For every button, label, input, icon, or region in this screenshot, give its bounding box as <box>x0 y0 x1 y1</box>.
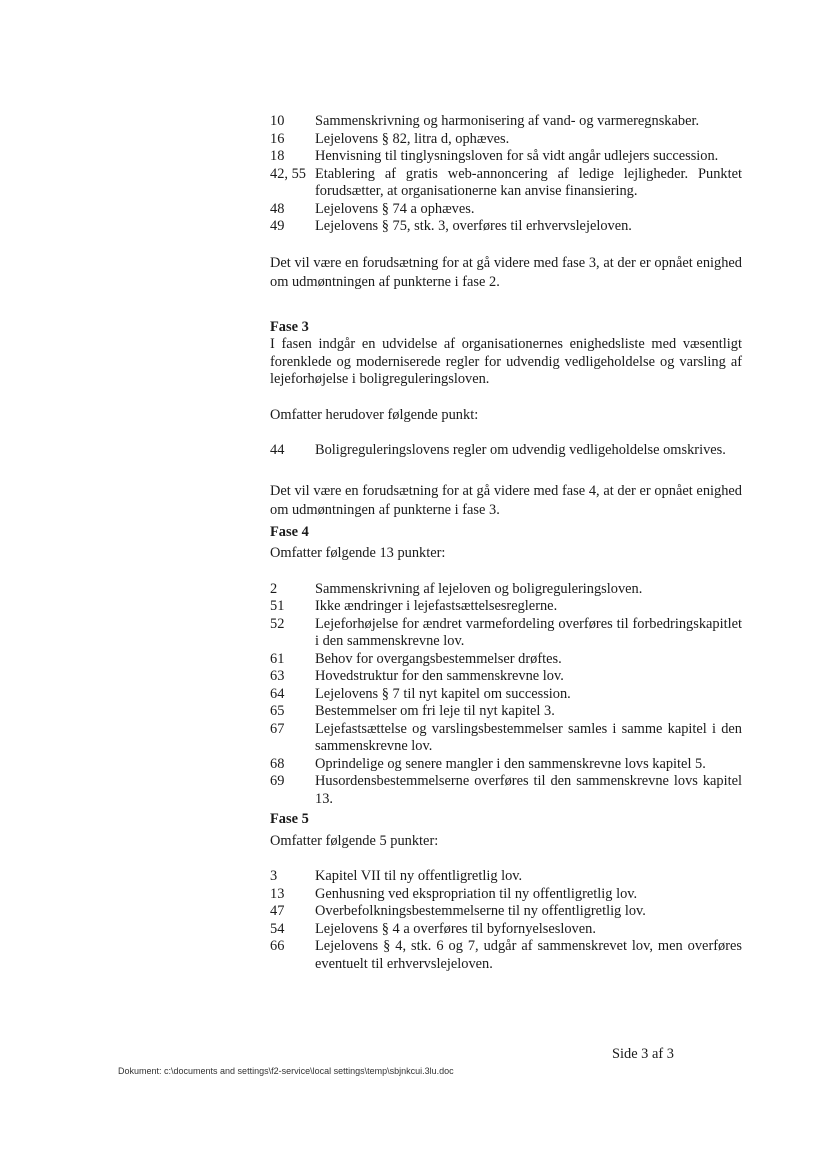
item-text: Lejelovens § 4, stk. 6 og 7, udgår af sammenskrevet lov, men overføres eventuelt til erhvervslejeloven. <box>315 938 742 972</box>
page-number: Side 3 af 3 <box>612 1046 674 1062</box>
item-text: Etablering af gratis web-annoncering af ledige lejligheder. Punktet forudsætter, at organisationerne kan anvise finansiering. <box>315 165 742 199</box>
item-number: 18 <box>270 148 285 164</box>
item-text: Behov for overgangsbestemmelser drøftes. <box>315 650 562 667</box>
item-number: 48 <box>270 200 285 217</box>
fase5-heading: Fase 5 <box>270 811 309 827</box>
item-text: Kapitel VII til ny offentligretlig lov. <box>315 868 523 884</box>
list-item <box>270 218 742 236</box>
item-text: Hovedstruktur for den sammenskrevne lov. <box>315 668 564 684</box>
fase3-intro: I fasen indgår en udvidelse af organisationernes enighedsliste med væsentligt forenklede og moderniserede regler for udvendig vedligeholdelse og varsling af lejeforhøjelse i boligreguleringsloven. <box>270 336 742 387</box>
list-fase2-items <box>270 113 742 236</box>
list-item <box>270 616 742 651</box>
item-text: Lejelovens § 7 til nyt kapitel om succession. <box>315 685 571 702</box>
item-text: Lejelovens § 75, stk. 3, overføres til erhvervslejeloven. <box>315 218 632 234</box>
document-path: Dokument: c:\documents and settings\f2-service\local settings\temp\sbjnkcui.3lu.doc <box>118 1066 454 1076</box>
condition-fase3-paragraph: Det vil være en forudsætning for at gå videre med fase 3, at der er opnået enighed om udmøntningen af punkterne i fase 2. <box>270 254 742 290</box>
item-text: Sammenskrivning af lejeloven og boligreguleringsloven. <box>315 580 643 597</box>
item-text: Bestemmelser om fri leje til nyt kapitel 3. <box>315 703 555 719</box>
item-number: 2 <box>270 580 278 597</box>
item-number: 65 <box>270 703 285 719</box>
item-number: 44 <box>270 442 285 458</box>
list-item <box>270 581 742 599</box>
item-text: Ikke ændringer i lejefastsættelsesreglerne. <box>315 598 558 614</box>
item-text: Lejelovens § 4 a overføres til byfornyelsesloven. <box>315 920 596 937</box>
item-text: Lejelovens § 82, litra d, ophæves. <box>315 130 510 147</box>
item-text: Boligreguleringslovens regler om udvendig vedligeholdelse omskrives. <box>315 442 726 458</box>
page-body <box>270 113 742 973</box>
item-text: Overbefolkningsbestemmelserne til ny offentligretlig lov. <box>315 903 646 919</box>
fase5-omfatter: Omfatter følgende 5 punkter: <box>270 832 439 849</box>
list-item <box>270 868 742 886</box>
list-item <box>270 201 742 219</box>
list-item <box>270 721 742 756</box>
item-number: 10 <box>270 113 285 129</box>
list-item <box>270 938 742 973</box>
list-item <box>270 886 742 904</box>
item-text: Sammenskrivning og harmonisering af vand- og varmeregnskaber. <box>315 113 700 129</box>
item-number: 42, 55 <box>270 165 306 182</box>
item-number: 51 <box>270 598 285 614</box>
item-number: 66 <box>270 938 285 954</box>
fase4-heading: Fase 4 <box>270 523 309 540</box>
list-item <box>270 921 742 939</box>
list-item <box>270 773 742 808</box>
item-number: 63 <box>270 668 285 684</box>
list-item <box>270 686 742 704</box>
list-fase5-items <box>270 868 742 973</box>
list-item <box>270 651 742 669</box>
list-item <box>270 756 742 774</box>
item-text: Genhusning ved ekspropriation til ny offentligretlig lov. <box>315 885 638 902</box>
item-number: 69 <box>270 773 285 789</box>
item-number: 47 <box>270 903 285 919</box>
item-number: 68 <box>270 755 285 772</box>
item-number: 49 <box>270 218 285 234</box>
item-number: 52 <box>270 615 285 632</box>
list-item <box>270 113 742 131</box>
list-item <box>270 703 742 721</box>
list-item <box>270 148 742 166</box>
list-item <box>270 903 742 921</box>
item-text: Henvisning til tinglysningsloven for så vidt angår udlejers succession. <box>315 148 719 164</box>
item-number: 3 <box>270 868 278 884</box>
fase3-omfatter: Omfatter herudover følgende punkt: <box>270 406 479 423</box>
item-number: 61 <box>270 650 285 667</box>
item-text: Lejefastsættelse og varslingsbestemmelser samles i samme kapitel i den sammenskrevne lov. <box>315 720 742 754</box>
list-item <box>270 442 742 460</box>
item-text: Oprindelige og senere mangler i den sammenskrevne lovs kapitel 5. <box>315 755 706 772</box>
condition-fase4-paragraph: Det vil være en forudsætning for at gå videre med fase 4, at der er opnået enighed om udmøntningen af punkterne i fase 3. <box>270 482 742 518</box>
item-number: 67 <box>270 720 285 737</box>
fase3-heading: Fase 3 <box>270 318 309 335</box>
item-number: 13 <box>270 885 285 902</box>
list-fase4-items <box>270 581 742 809</box>
item-number: 64 <box>270 685 285 702</box>
list-item <box>270 166 742 201</box>
list-item <box>270 668 742 686</box>
item-text: Husordensbestemmelserne overføres til den sammenskrevne lovs kapitel 13. <box>315 773 742 807</box>
list-item <box>270 131 742 149</box>
item-text: Lejeforhøjelse for ændret varmefordeling overføres til forbedringskapitlet i den sammenskrevne lov. <box>315 615 742 649</box>
fase4-omfatter: Omfatter følgende 13 punkter: <box>270 545 446 561</box>
item-number: 16 <box>270 130 285 147</box>
item-text: Lejelovens § 74 a ophæves. <box>315 200 475 217</box>
list-item <box>270 598 742 616</box>
item-number: 54 <box>270 920 285 937</box>
